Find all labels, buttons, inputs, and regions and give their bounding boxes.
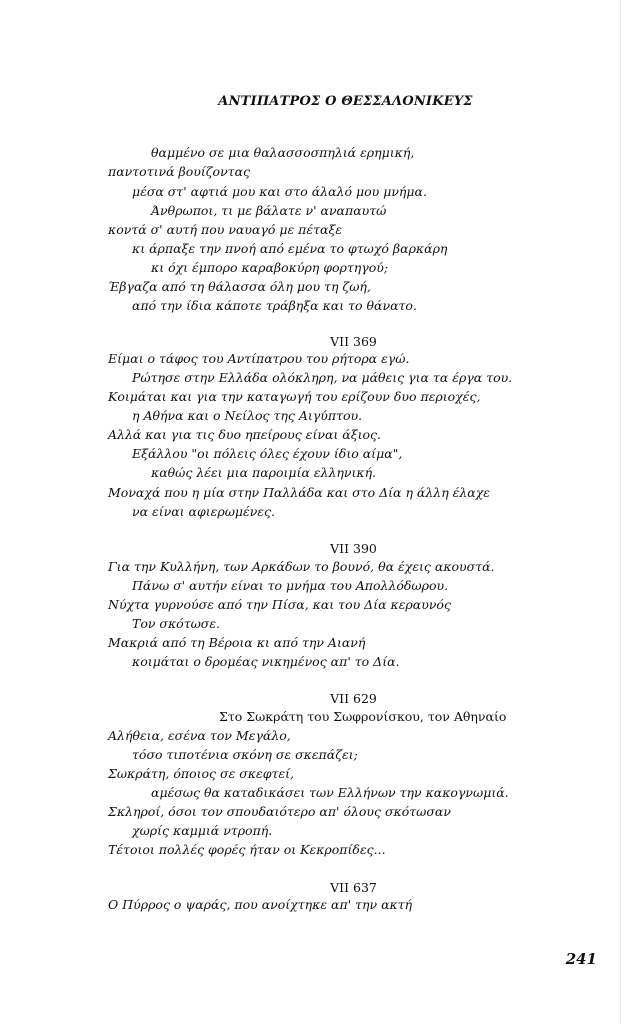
poem-line: Μακριά από τη Βέροια κι από την Αιανή — [108, 635, 366, 650]
section-title: VII 390 — [330, 541, 377, 556]
poem-line: Τον σκότωσε. — [132, 616, 221, 631]
poem-line: Σκληροί, όσοι τον σπουδαιότερο απ' όλους σκότωσαν — [108, 804, 451, 819]
poem-line: Για την Κυλλήνη, των Αρκάδων το βουνό, θα έχεις ακουστά. — [108, 559, 495, 574]
poem-line: κοιμάται ο δρομέας νικημένος απ' το Δία. — [132, 654, 400, 669]
poem-line: θαμμένο σε μια θαλασσοσπηλιά ερημική, — [151, 145, 415, 160]
poem-line: παντοτινά βουίζοντας — [108, 164, 251, 179]
section-title: VII 637 — [330, 880, 377, 895]
poem-line: Τέτοιοι πολλές φορές ήταν οι Κεκροπίδες... — [108, 842, 386, 857]
poem-line: Κοιμάται και για την καταγωγή του ερίζουν δυο περιοχές, — [108, 389, 481, 404]
poem-line: να είναι αφιερωμένες. — [132, 504, 275, 519]
poem-line: Αλήθεια, εσένα τον Μεγάλο, — [108, 728, 291, 743]
poem-line: τόσο τιποτένια σκόνη σε σκεπάζει; — [132, 747, 358, 762]
poem-line: Νύχτα γυρνούσε από την Πίσα, και του Δία κεραυνός — [108, 597, 451, 612]
poem-line: Σωκράτη, όποιος σε σκεφτεί, — [108, 766, 294, 781]
poem-line: Μοναχά που η μία στην Παλλάδα και στο Δία η άλλη έλαχε — [108, 485, 491, 500]
poem-line: αμέσως θα καταδικάσει των Ελλήνων την κακογνωμιά. — [151, 785, 509, 800]
page-heading: ΑΝΤΙΠΑΤΡΟΣ Ο ΘΕΣΣΑΛΟΝΙΚΕΥΣ — [218, 94, 473, 109]
poem-line: από την ίδια κάποτε τράβηξα και το θάνατο. — [132, 298, 417, 313]
section-subtitle: Στο Σωκράτη του Σωφρονίσκου, τον Αθηναίο — [219, 709, 507, 724]
poem-line: κι όχι έμπορο καραβοκύρη φορτηγού; — [151, 260, 389, 275]
poem-line: Έβγαζα από τη θάλασσα όλη μου τη ζωή, — [108, 279, 371, 294]
poem-line: χωρίς καμμιά ντροπή. — [132, 823, 273, 838]
poem-line: Ρώτησε στην Ελλάδα ολόκληρη, να μάθεις για τα έργα του. — [132, 370, 513, 385]
poem-line: Άνθρωποι, τι με βάλατε ν' αναπαυτώ — [151, 203, 387, 218]
section-title: VII 629 — [330, 691, 377, 706]
poem-line: Πάνω σ' αυτήν είναι το μνήμα του Απολλόδωρου. — [132, 578, 449, 593]
poem-line: κοντά σ' αυτή που ναυαγό με πέταξε — [108, 222, 343, 237]
poem-line: μέσα στ' αφτιά μου και στο άλαλό μου μνήμα. — [132, 184, 427, 199]
poem-line: Αλλά και για τις δυο ηπείρους είναι άξιος. — [108, 427, 382, 442]
section-title: VII 369 — [330, 334, 377, 349]
poem-line: η Αθήνα και ο Νείλος της Αιγύπτου. — [132, 408, 363, 423]
poem-line: Ο Πύρρος ο ψαράς, που ανοίχτηκε απ' την ακτή — [108, 897, 413, 912]
poem-line: Είμαι ο τάφος του Αντίπατρου του ρήτορα εγώ. — [108, 351, 410, 366]
page-number: 241 — [565, 950, 597, 968]
page-edge — [620, 0, 621, 1024]
poem-line: κι άρπαξε την πνοή από εμένα το φτωχό βαρκάρη — [132, 241, 448, 256]
poem-line: καθώς λέει μια παροιμία ελληνική. — [151, 465, 377, 480]
poem-line: Εξάλλου "οι πόλεις όλες έχουν ίδιο αίμα", — [132, 446, 403, 461]
